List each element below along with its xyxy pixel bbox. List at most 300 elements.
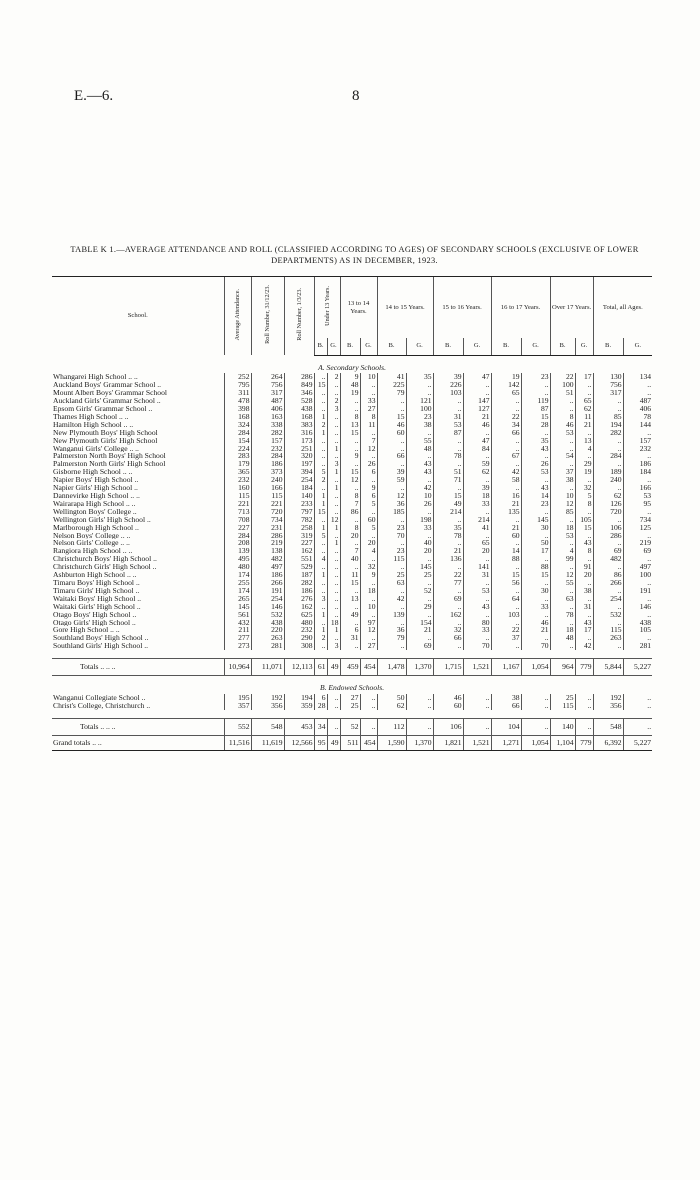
value-cell: .. [623, 452, 652, 460]
value-cell: .. [327, 611, 340, 619]
value-cell: .. [327, 634, 340, 642]
value-cell: 8 [340, 524, 360, 532]
value-cell: 99 [550, 555, 575, 563]
value-cell: 25 [550, 694, 575, 702]
header-total-all: Total, all Ages. [593, 277, 652, 339]
value-cell: 33 [463, 626, 491, 634]
value-cell: 145 [406, 563, 433, 571]
value-cell: 528 [284, 397, 314, 405]
school-name-cell: Ashburton High School .. .. [53, 571, 137, 579]
table-title: TABLE K 1.—AVERAGE ATTENDANCE AND ROLL (CLASSIFIED ACCORDING TO AGES) OF SECONDARY SCHOOLS (EXCLUSIVE OF LOWER DEPARTMENTS) AS IN DECEMBER, 1923. [70, 245, 639, 265]
table-row [52, 634, 652, 642]
value-cell: 219 [623, 539, 652, 547]
value-cell: 398 [224, 405, 251, 413]
value-cell: 548 [593, 718, 623, 735]
value-cell: 232 [284, 626, 314, 634]
value-cell: 174 [224, 571, 251, 579]
value-cell: 127 [463, 405, 491, 413]
school-name-cell: Napier Boys' High School .. [53, 476, 139, 485]
value-cell: 266 [593, 579, 623, 587]
value-cell: 36 [377, 500, 406, 508]
value-cell: 80 [463, 619, 491, 627]
header-g: G. [406, 338, 433, 355]
value-cell: 13 [575, 437, 593, 445]
value-cell: 324 [224, 421, 251, 429]
value-cell: 139 [377, 611, 406, 619]
value-cell: 11 [360, 421, 377, 429]
value-cell: 284 [224, 429, 251, 437]
value-cell: .. [406, 381, 433, 389]
value-cell: 166 [251, 484, 284, 492]
value-cell: 88 [491, 555, 521, 563]
value-cell: 453 [284, 718, 314, 735]
value-cell: 21 [491, 500, 521, 508]
value-cell: .. [327, 595, 340, 603]
value-cell: 532 [251, 611, 284, 619]
value-cell: .. [377, 484, 406, 492]
value-cell: .. [623, 694, 652, 702]
header-g: G. [575, 338, 593, 355]
value-cell: 145 [521, 516, 550, 524]
value-cell: 357 [224, 702, 251, 710]
value-cell: 756 [593, 381, 623, 389]
value-cell: .. [575, 702, 593, 710]
value-cell: 6 [340, 626, 360, 634]
value-cell: .. [521, 476, 550, 484]
value-cell: 78 [550, 611, 575, 619]
value-cell: 42 [491, 468, 521, 476]
table-row [52, 500, 652, 508]
value-cell: 26 [406, 500, 433, 508]
header-avg-attendance: Average Attendance. [224, 277, 251, 356]
value-cell: 140 [284, 492, 314, 500]
value-cell: 138 [251, 547, 284, 555]
value-cell: 19 [340, 389, 360, 397]
header-15-16: 15 to 16 Years. [433, 277, 491, 339]
school-name-cell: Timaru Boys' High School .. [53, 578, 140, 587]
value-cell: 36 [377, 626, 406, 634]
value-cell: 12 [360, 445, 377, 453]
value-cell: 86 [593, 571, 623, 579]
value-cell: 62 [593, 492, 623, 500]
value-cell: 365 [224, 468, 251, 476]
value-cell: 1,167 [491, 659, 521, 676]
value-cell: 734 [623, 516, 652, 524]
value-cell: .. [433, 619, 463, 627]
value-cell: 86 [340, 508, 360, 516]
value-cell: 35 [521, 437, 550, 445]
value-cell: 12 [360, 626, 377, 634]
value-cell: .. [593, 405, 623, 413]
value-cell: 283 [224, 452, 251, 460]
school-name-cell: Mount Albert Boys' Grammar School [53, 389, 167, 398]
value-cell: 55 [550, 579, 575, 587]
value-cell: .. [550, 397, 575, 405]
value-cell: 14 [521, 492, 550, 500]
value-cell: 65 [491, 389, 521, 397]
value-cell: 112 [377, 718, 406, 735]
value-cell: .. [491, 642, 521, 650]
school-name-cell: Napier Girls' High School .. [53, 484, 138, 492]
value-cell: 22 [550, 373, 575, 381]
value-cell: .. [550, 445, 575, 453]
value-cell: 18 [550, 626, 575, 634]
table-row [52, 397, 652, 405]
value-cell: 18 [327, 619, 340, 627]
value-cell: 55 [406, 437, 433, 445]
value-cell: 10 [360, 373, 377, 381]
header-b: B. [314, 338, 327, 355]
value-cell: 720 [251, 508, 284, 516]
school-name-cell: New Plymouth Boys' High School [53, 428, 158, 437]
value-cell: 38 [550, 476, 575, 484]
table-row [52, 524, 652, 532]
value-cell: 51 [433, 468, 463, 476]
value-cell: 487 [251, 397, 284, 405]
value-cell: 720 [593, 508, 623, 516]
value-cell: 62 [575, 405, 593, 413]
value-cell: .. [491, 460, 521, 468]
value-cell: .. [521, 694, 550, 702]
value-cell: 168 [224, 413, 251, 421]
value-cell: .. [327, 421, 340, 429]
value-cell: 194 [593, 421, 623, 429]
value-cell: 251 [284, 445, 314, 453]
value-cell: .. [575, 389, 593, 397]
value-cell: 4 [575, 445, 593, 453]
value-cell: .. [360, 508, 377, 516]
value-cell: .. [327, 413, 340, 421]
value-cell: 8 [360, 413, 377, 421]
value-cell: 1 [314, 500, 327, 508]
table-row [52, 547, 652, 555]
value-cell: 43 [463, 603, 491, 611]
value-cell: 5 [314, 468, 327, 476]
page-code: E.—6. [74, 88, 114, 104]
value-cell: .. [327, 563, 340, 571]
value-cell: 11,071 [251, 659, 284, 676]
value-cell: 186 [284, 587, 314, 595]
value-cell: 42 [377, 595, 406, 603]
value-cell: 53 [550, 429, 575, 437]
value-cell: 119 [521, 397, 550, 405]
school-name-cell: Totals .. .. .. [52, 718, 224, 735]
value-cell: 106 [433, 718, 463, 735]
value-cell: 62 [377, 702, 406, 710]
value-cell: 15 [314, 381, 327, 389]
value-cell: .. [377, 563, 406, 571]
value-cell: 2 [314, 476, 327, 484]
value-cell: .. [491, 484, 521, 492]
value-cell: .. [463, 611, 491, 619]
value-cell: 406 [251, 405, 284, 413]
value-cell: .. [360, 579, 377, 587]
table-row [52, 619, 652, 627]
value-cell: 432 [224, 619, 251, 627]
totals-row [52, 718, 652, 735]
value-cell: 194 [284, 694, 314, 702]
value-cell: 41 [463, 524, 491, 532]
value-cell: 7 [340, 547, 360, 555]
value-cell: .. [360, 611, 377, 619]
school-name-cell: Auckland Girls' Grammar School .. [53, 397, 161, 406]
value-cell: .. [463, 694, 491, 702]
value-cell: 1 [314, 429, 327, 437]
value-cell: 60 [377, 429, 406, 437]
value-cell: 8 [340, 413, 360, 421]
value-cell: 12,113 [284, 659, 314, 676]
value-cell: 438 [623, 619, 652, 627]
school-name-cell: Dannevirke High School .. .. [53, 492, 140, 500]
value-cell: 33 [406, 524, 433, 532]
table-row [52, 381, 652, 389]
value-cell: .. [575, 611, 593, 619]
value-cell: 39 [463, 484, 491, 492]
value-cell: 19 [575, 468, 593, 476]
value-cell: .. [314, 452, 327, 460]
value-cell: .. [593, 539, 623, 547]
value-cell: 77 [433, 579, 463, 587]
school-name-cell: Gisborne High School .. .. [53, 468, 133, 477]
value-cell: 221 [251, 500, 284, 508]
value-cell: 1,521 [463, 659, 491, 676]
value-cell: .. [521, 389, 550, 397]
value-cell: 20 [340, 532, 360, 540]
value-cell: 186 [251, 460, 284, 468]
value-cell: 162 [284, 603, 314, 611]
value-cell: 284 [251, 452, 284, 460]
value-cell: .. [327, 429, 340, 437]
value-cell: 50 [377, 694, 406, 702]
table-row [52, 516, 652, 524]
value-cell: 39 [377, 468, 406, 476]
value-cell: 49 [433, 500, 463, 508]
value-cell: 53 [433, 421, 463, 429]
value-cell: .. [433, 397, 463, 405]
value-cell: 252 [224, 373, 251, 381]
value-cell: .. [491, 445, 521, 453]
value-cell: .. [550, 563, 575, 571]
value-cell: .. [463, 381, 491, 389]
value-cell: 232 [251, 445, 284, 453]
value-cell: .. [593, 484, 623, 492]
value-cell: .. [623, 595, 652, 603]
value-cell: 1 [327, 539, 340, 547]
value-cell: .. [406, 429, 433, 437]
value-cell: 17 [575, 626, 593, 634]
value-cell: 5 [360, 500, 377, 508]
value-cell: 284 [593, 452, 623, 460]
value-cell: .. [340, 445, 360, 453]
value-cell: 23 [377, 524, 406, 532]
value-cell: 145 [224, 603, 251, 611]
value-cell: 264 [251, 373, 284, 381]
table-row [52, 373, 652, 381]
value-cell: .. [314, 603, 327, 611]
value-cell: 60 [360, 516, 377, 524]
value-cell: 964 [550, 659, 575, 676]
value-cell: 1,821 [433, 735, 463, 750]
value-cell: 551 [284, 555, 314, 563]
section-a-body [52, 355, 652, 676]
value-cell: .. [491, 539, 521, 547]
value-cell: 254 [284, 476, 314, 484]
table-row [52, 405, 652, 413]
value-cell: 438 [251, 619, 284, 627]
value-cell: .. [377, 587, 406, 595]
value-cell: 135 [491, 508, 521, 516]
value-cell: .. [463, 452, 491, 460]
value-cell: 497 [623, 563, 652, 571]
value-cell: .. [360, 532, 377, 540]
value-cell: 226 [433, 381, 463, 389]
value-cell: .. [360, 555, 377, 563]
value-cell: 162 [433, 611, 463, 619]
table-row [52, 508, 652, 516]
value-cell: 50 [521, 539, 550, 547]
value-cell: 11 [340, 571, 360, 579]
school-name-cell: Totals .. .. .. [52, 659, 224, 676]
value-cell: 91 [575, 563, 593, 571]
value-cell: 1,590 [377, 735, 406, 750]
value-cell: 231 [251, 524, 284, 532]
header-14-15: 14 to 15 Years. [377, 277, 433, 339]
value-cell: .. [463, 389, 491, 397]
value-cell: .. [406, 508, 433, 516]
value-cell: 782 [284, 516, 314, 524]
table-row [52, 445, 652, 453]
value-cell: 154 [224, 437, 251, 445]
value-cell: .. [623, 532, 652, 540]
value-cell: 10 [550, 492, 575, 500]
value-cell: 69 [593, 547, 623, 555]
value-cell: 179 [224, 460, 251, 468]
value-cell: 62 [463, 468, 491, 476]
value-cell: 224 [224, 445, 251, 453]
value-cell: 482 [593, 555, 623, 563]
value-cell: 43 [521, 445, 550, 453]
value-cell: 125 [623, 524, 652, 532]
value-cell: .. [377, 642, 406, 650]
value-cell: .. [593, 460, 623, 468]
table-row [52, 539, 652, 547]
value-cell: 317 [251, 389, 284, 397]
value-cell: 221 [224, 500, 251, 508]
school-name-cell: Palmerston North Boys' High School [53, 452, 166, 461]
value-cell: .. [491, 397, 521, 405]
table-row [52, 626, 652, 634]
value-cell: 100 [406, 405, 433, 413]
value-cell: 47 [463, 437, 491, 445]
school-name-cell: Thames High School .. .. [53, 412, 129, 421]
value-cell: .. [433, 445, 463, 453]
school-name-cell: Wellington Boys' College .. [53, 507, 137, 516]
value-cell: .. [593, 516, 623, 524]
value-cell: 8 [575, 547, 593, 555]
value-cell: 95 [623, 500, 652, 508]
value-cell: 779 [575, 659, 593, 676]
value-cell: .. [521, 579, 550, 587]
value-cell: 37 [491, 634, 521, 642]
value-cell: 78 [433, 452, 463, 460]
value-cell: 281 [251, 642, 284, 650]
table-row [52, 611, 652, 619]
value-cell: .. [360, 634, 377, 642]
value-cell: 126 [593, 500, 623, 508]
value-cell: .. [623, 555, 652, 563]
value-cell: .. [521, 508, 550, 516]
totals-row [52, 659, 652, 676]
value-cell: 795 [224, 381, 251, 389]
value-cell: 1 [314, 626, 327, 634]
value-cell: 48 [340, 381, 360, 389]
value-cell: 26 [360, 460, 377, 468]
value-cell: .. [314, 579, 327, 587]
value-cell: 191 [251, 587, 284, 595]
section-b-title: B. Endowed Schools. [319, 683, 385, 693]
value-cell: .. [491, 516, 521, 524]
value-cell: 356 [593, 702, 623, 710]
table-row [52, 421, 652, 429]
value-cell: 69 [406, 642, 433, 650]
value-cell: 79 [377, 389, 406, 397]
value-cell: .. [593, 587, 623, 595]
value-cell: .. [327, 476, 340, 484]
value-cell: .. [433, 587, 463, 595]
value-cell: 1 [327, 484, 340, 492]
value-cell: 20 [575, 571, 593, 579]
school-name-cell: Gore High School .. .. [53, 626, 120, 635]
value-cell: .. [406, 579, 433, 587]
value-cell: .. [406, 595, 433, 603]
value-cell: .. [377, 619, 406, 627]
value-cell: 16 [491, 492, 521, 500]
value-cell: 266 [251, 579, 284, 587]
value-cell: .. [623, 702, 652, 710]
value-cell: .. [491, 563, 521, 571]
value-cell: 9 [360, 484, 377, 492]
value-cell: 5 [575, 492, 593, 500]
value-cell: .. [377, 539, 406, 547]
value-cell: .. [491, 437, 521, 445]
value-cell: 53 [463, 587, 491, 595]
value-cell: 105 [623, 626, 652, 634]
school-name-cell: Waitaki Girls' High School .. [53, 602, 141, 611]
value-cell: 104 [491, 718, 521, 735]
value-cell: 15 [521, 571, 550, 579]
value-cell: 46 [433, 694, 463, 702]
value-cell: .. [327, 718, 340, 735]
school-name-cell: New Plymouth Girls' High School [53, 436, 158, 445]
value-cell: 1,370 [406, 735, 433, 750]
table-row [52, 429, 652, 437]
value-cell: .. [463, 508, 491, 516]
value-cell: .. [550, 437, 575, 445]
value-cell: .. [314, 373, 327, 381]
value-cell: .. [327, 452, 340, 460]
value-cell: 2 [327, 397, 340, 405]
value-cell: .. [575, 476, 593, 484]
value-cell: .. [491, 587, 521, 595]
value-cell: 459 [340, 659, 360, 676]
value-cell: .. [521, 532, 550, 540]
value-cell: .. [340, 484, 360, 492]
value-cell: .. [406, 611, 433, 619]
value-cell: 281 [623, 642, 652, 650]
value-cell: .. [575, 634, 593, 642]
value-cell: 33 [521, 603, 550, 611]
value-cell: 214 [463, 516, 491, 524]
